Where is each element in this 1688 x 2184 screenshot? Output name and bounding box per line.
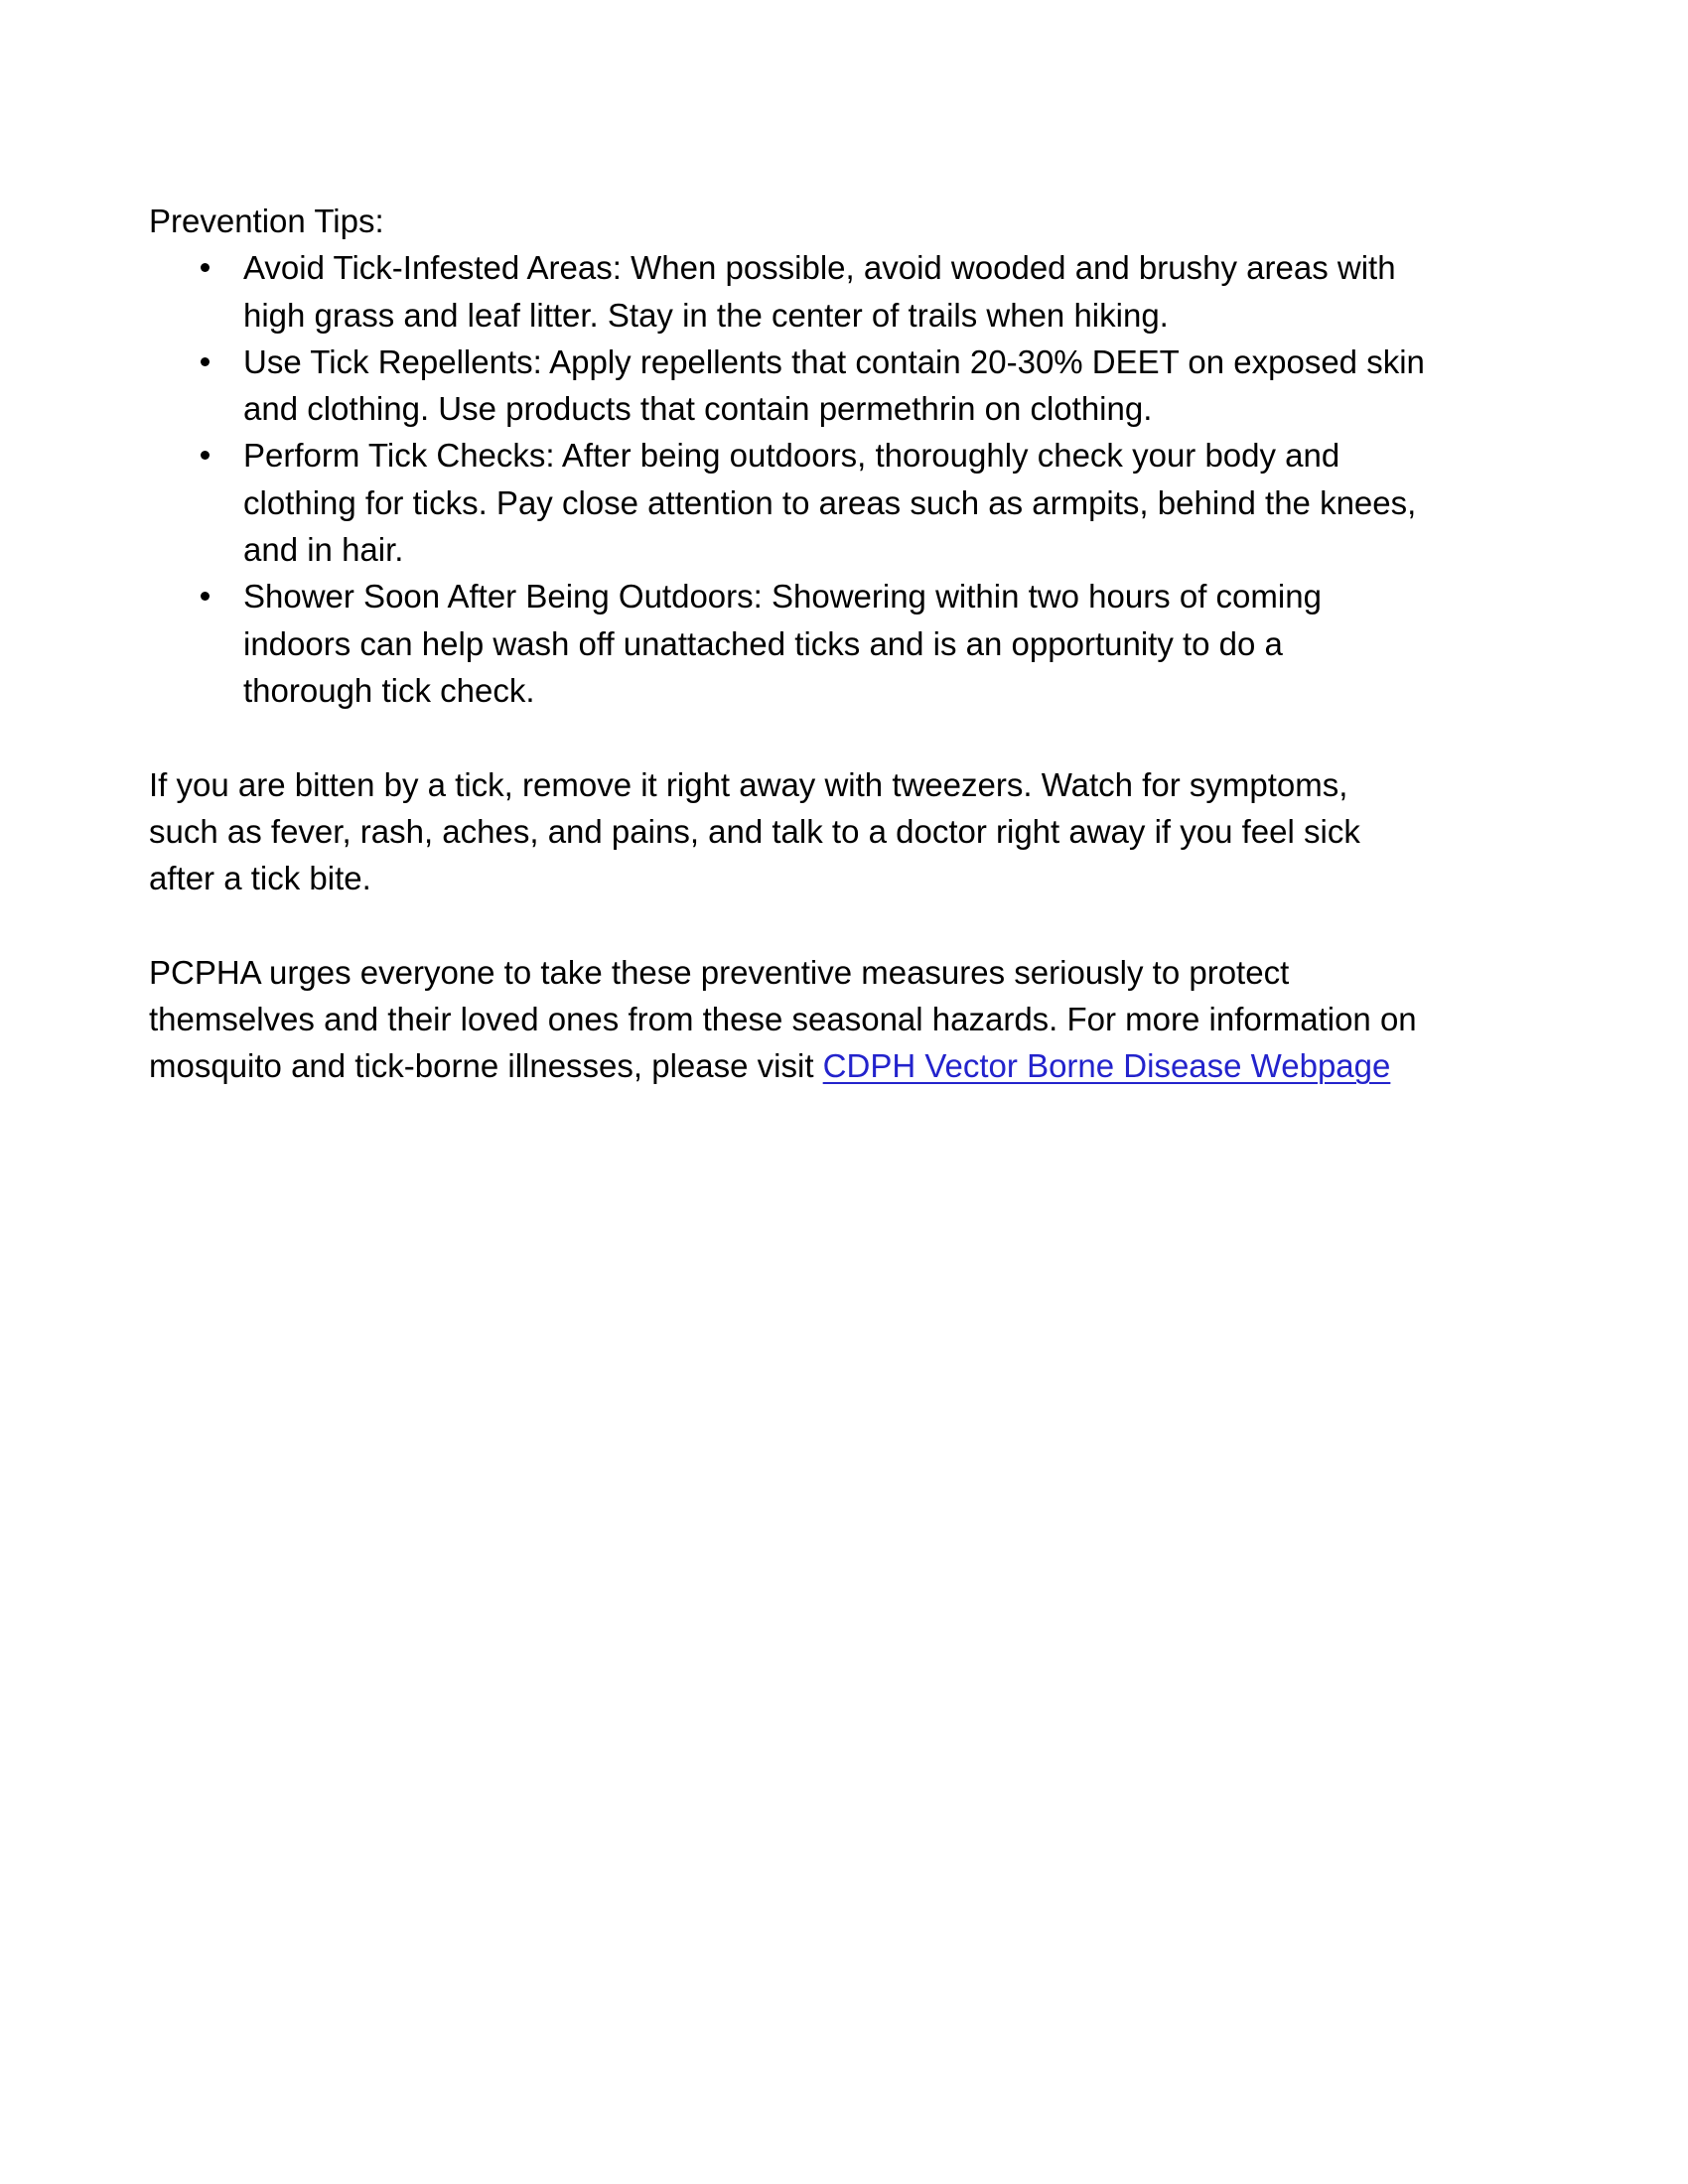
bullet-line: indoors can help wash off unattached ticks and is an opportunity to do a — [243, 624, 1283, 662]
blank-line — [149, 714, 1539, 760]
paragraph-line: PCPHA urges everyone to take these preventive measures seriously to protect — [149, 953, 1290, 991]
bullet-line: clothing for ticks. Pay close attention to areas such as armpits, behind the knees, — [243, 483, 1417, 521]
bullet-line: Shower Soon After Being Outdoors: Showering within two hours of coming — [243, 578, 1322, 615]
paragraph-line-with-link — [149, 1042, 1539, 1089]
bullet-icon — [201, 357, 210, 366]
bullet-line: and in hair. — [243, 531, 404, 569]
blank-line — [149, 901, 1539, 948]
paragraph-line: If you are bitten by a tick, remove it right away with tweezers. Watch for symptoms, — [149, 765, 1348, 803]
bullet-line: and clothing. Use products that contain permethrin on clothing. — [243, 390, 1153, 428]
cdph-vector-borne-disease-link[interactable]: CDPH Vector Borne Disease Webpage — [822, 1047, 1391, 1085]
bullet-icon — [201, 451, 210, 460]
bullet-line: Avoid Tick-Infested Areas: When possible, avoid wooded and brushy areas with — [243, 249, 1396, 287]
bullet-line: thorough tick check. — [243, 671, 535, 709]
link-prefix-text: mosquito and tick-borne illnesses, please visit — [149, 1047, 823, 1085]
page-heading: Prevention Tips: — [149, 203, 384, 239]
paragraph-line: themselves and their loved ones from these seasonal hazards. For more information on — [149, 1001, 1417, 1038]
bullet-item-repellents — [149, 339, 1539, 433]
bullet-item-shower — [149, 573, 1539, 714]
paragraph-line: after a tick bite. — [149, 860, 371, 897]
bullet-icon — [201, 263, 210, 272]
paragraph-line: such as fever, rash, aches, and pains, and talk to a doctor right away if you feel sick — [149, 812, 1360, 850]
bullet-icon — [201, 592, 210, 601]
bullet-item-tick-checks — [149, 432, 1539, 573]
bullet-item-avoid-areas — [149, 244, 1539, 339]
bullet-line: Perform Tick Checks: After being outdoors, thoroughly check your body and — [243, 437, 1340, 475]
prevention-tips-list — [149, 244, 1539, 714]
bullet-line: high grass and leaf litter. Stay in the center of trails when hiking. — [243, 296, 1169, 334]
bullet-line: Use Tick Repellents: Apply repellents that contain 20-30% DEET on exposed skin — [243, 342, 1425, 380]
paragraph-tick-bite — [149, 761, 1539, 902]
paragraph-pcpha — [149, 949, 1539, 1090]
